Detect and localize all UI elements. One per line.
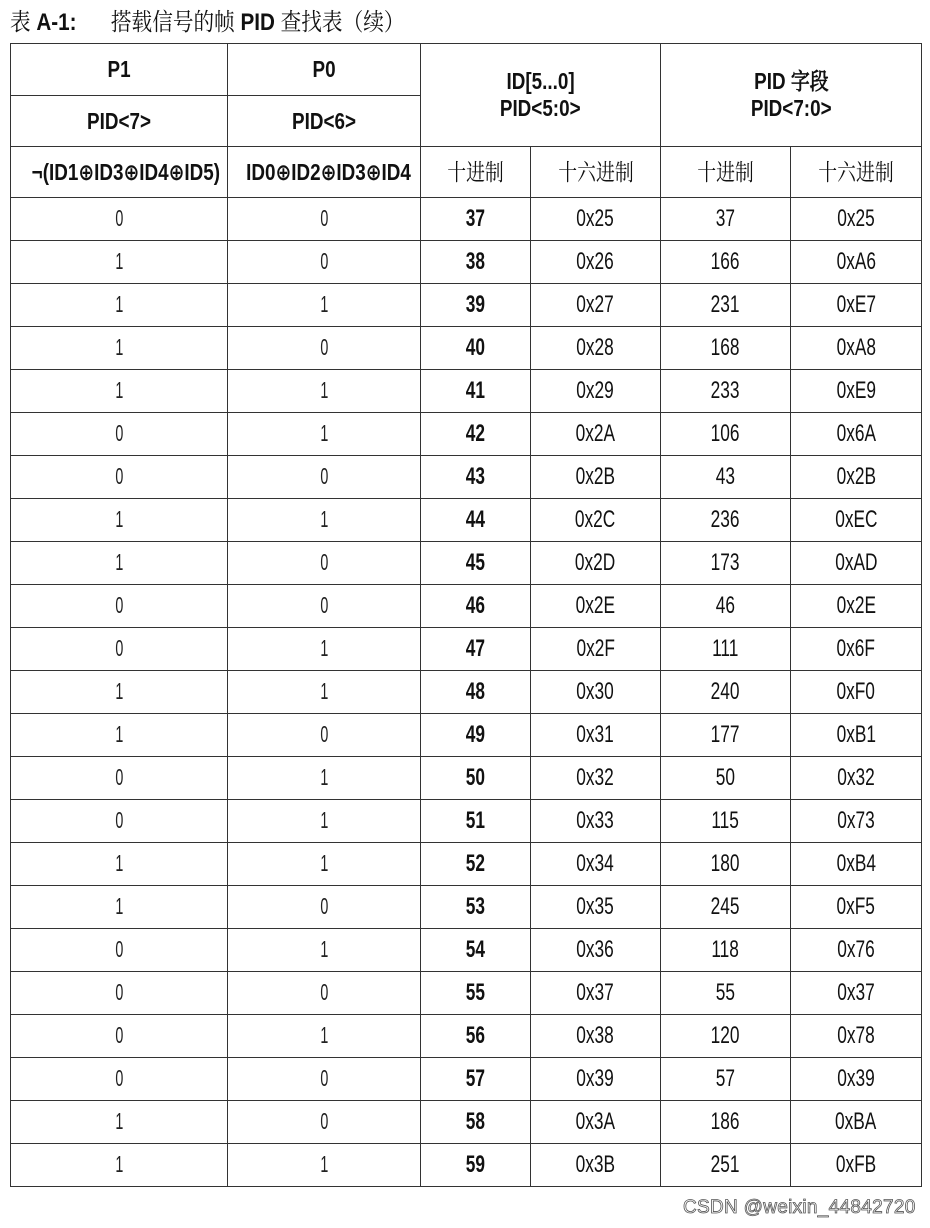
id-hex-cell: 0x28 bbox=[531, 327, 661, 370]
pid-decimal-cell: 240 bbox=[661, 671, 791, 714]
pid-decimal-cell: 120 bbox=[661, 1015, 791, 1058]
id-hex-cell: 0x38 bbox=[531, 1015, 661, 1058]
caption-title-part1: 搭载信号的帧 bbox=[110, 9, 235, 36]
header-pid-field-bits: PID<7:0> bbox=[750, 95, 832, 121]
pid-decimal-cell: 106 bbox=[661, 413, 791, 456]
caption-prefix: 表 bbox=[10, 9, 31, 36]
p1-cell: 1 bbox=[11, 370, 228, 413]
p0-cell: 1 bbox=[228, 671, 421, 714]
pid-decimal-cell: 168 bbox=[661, 327, 791, 370]
id-decimal-cell: 53 bbox=[421, 886, 531, 929]
id-decimal-cell: 40 bbox=[421, 327, 531, 370]
pid-hex-cell: 0xEC bbox=[791, 499, 922, 542]
p1-cell: 1 bbox=[11, 714, 228, 757]
id-hex-cell: 0x36 bbox=[531, 929, 661, 972]
pid-hex-cell: 0x73 bbox=[791, 800, 922, 843]
table-row bbox=[11, 370, 922, 413]
header-id-range bbox=[421, 44, 661, 147]
id-decimal-cell: 43 bbox=[421, 456, 531, 499]
header-p1-formula: ¬(ID1⊕ID3⊕ID4⊕ID5) bbox=[11, 147, 228, 198]
pid-hex-cell: 0xE7 bbox=[791, 284, 922, 327]
p0-cell: 1 bbox=[228, 284, 421, 327]
p0-cell: 1 bbox=[228, 628, 421, 671]
id-hex-cell: 0x37 bbox=[531, 972, 661, 1015]
id-decimal-cell: 49 bbox=[421, 714, 531, 757]
header-p0: P0 bbox=[228, 44, 421, 96]
id-decimal-cell: 47 bbox=[421, 628, 531, 671]
table-row bbox=[11, 671, 922, 714]
p0-cell: 1 bbox=[228, 757, 421, 800]
id-decimal-cell: 45 bbox=[421, 542, 531, 585]
id-decimal-cell: 54 bbox=[421, 929, 531, 972]
pid-hex-cell: 0x37 bbox=[791, 972, 922, 1015]
table-row bbox=[11, 198, 922, 241]
id-decimal-cell: 57 bbox=[421, 1058, 531, 1101]
p0-cell: 1 bbox=[228, 800, 421, 843]
id-decimal-cell: 58 bbox=[421, 1101, 531, 1144]
id-decimal-cell: 50 bbox=[421, 757, 531, 800]
header-p0-bit: PID<6> bbox=[228, 96, 421, 147]
id-hex-cell: 0x3A bbox=[531, 1101, 661, 1144]
pid-decimal-cell: 57 bbox=[661, 1058, 791, 1101]
pid-hex-cell: 0xA6 bbox=[791, 241, 922, 284]
p1-cell: 0 bbox=[11, 972, 228, 1015]
id-decimal-cell: 51 bbox=[421, 800, 531, 843]
table-row bbox=[11, 284, 922, 327]
table-row bbox=[11, 241, 922, 284]
pid-decimal-cell: 236 bbox=[661, 499, 791, 542]
table-row bbox=[11, 714, 922, 757]
pid-decimal-cell: 231 bbox=[661, 284, 791, 327]
table-row bbox=[11, 800, 922, 843]
watermark: CSDN @weixin_44842720 bbox=[683, 1197, 916, 1218]
header-p0-formula: ID0⊕ID2⊕ID3⊕ID4 bbox=[228, 147, 421, 198]
p1-cell: 1 bbox=[11, 671, 228, 714]
id-decimal-cell: 52 bbox=[421, 843, 531, 886]
table-row bbox=[11, 327, 922, 370]
p0-cell: 0 bbox=[228, 1058, 421, 1101]
p1-cell: 0 bbox=[11, 585, 228, 628]
pid-hex-cell: 0x25 bbox=[791, 198, 922, 241]
p0-cell: 1 bbox=[228, 843, 421, 886]
id-hex-cell: 0x31 bbox=[531, 714, 661, 757]
p0-cell: 0 bbox=[228, 1101, 421, 1144]
id-hex-cell: 0x34 bbox=[531, 843, 661, 886]
p0-cell: 0 bbox=[228, 456, 421, 499]
id-hex-cell: 0x26 bbox=[531, 241, 661, 284]
pid-decimal-cell: 180 bbox=[661, 843, 791, 886]
header-pid-field-label: PID 字段 bbox=[753, 68, 829, 94]
table-row bbox=[11, 628, 922, 671]
pid-hex-cell: 0x76 bbox=[791, 929, 922, 972]
p1-cell: 0 bbox=[11, 1058, 228, 1101]
header-id-hex: 十六进制 bbox=[531, 147, 661, 198]
p0-cell: 0 bbox=[228, 198, 421, 241]
id-hex-cell: 0x3B bbox=[531, 1144, 661, 1187]
pid-hex-cell: 0x78 bbox=[791, 1015, 922, 1058]
header-id-range-label: ID[5...0] bbox=[506, 68, 575, 94]
p1-cell: 0 bbox=[11, 413, 228, 456]
pid-hex-cell: 0x6A bbox=[791, 413, 922, 456]
table-row bbox=[11, 843, 922, 886]
pid-decimal-cell: 46 bbox=[661, 585, 791, 628]
header-pid-hex: 十六进制 bbox=[791, 147, 922, 198]
pid-hex-cell: 0xFB bbox=[791, 1144, 922, 1187]
pid-decimal-cell: 166 bbox=[661, 241, 791, 284]
header-pid-decimal: 十进制 bbox=[661, 147, 791, 198]
p1-cell: 0 bbox=[11, 198, 228, 241]
id-hex-cell: 0x27 bbox=[531, 284, 661, 327]
table-row bbox=[11, 886, 922, 929]
table-row bbox=[11, 413, 922, 456]
p1-cell: 1 bbox=[11, 327, 228, 370]
p1-cell: 1 bbox=[11, 1144, 228, 1187]
id-hex-cell: 0x2F bbox=[531, 628, 661, 671]
p0-cell: 1 bbox=[228, 929, 421, 972]
p0-cell: 0 bbox=[228, 886, 421, 929]
p0-cell: 0 bbox=[228, 327, 421, 370]
pid-decimal-cell: 111 bbox=[661, 628, 791, 671]
p0-cell: 1 bbox=[228, 1144, 421, 1187]
id-decimal-cell: 48 bbox=[421, 671, 531, 714]
p1-cell: 1 bbox=[11, 284, 228, 327]
pid-decimal-cell: 43 bbox=[661, 456, 791, 499]
p0-cell: 0 bbox=[228, 241, 421, 284]
id-hex-cell: 0x39 bbox=[531, 1058, 661, 1101]
id-decimal-cell: 41 bbox=[421, 370, 531, 413]
p1-cell: 0 bbox=[11, 929, 228, 972]
p0-cell: 1 bbox=[228, 413, 421, 456]
id-decimal-cell: 44 bbox=[421, 499, 531, 542]
p1-cell: 1 bbox=[11, 542, 228, 585]
pid-hex-cell: 0xBA bbox=[791, 1101, 922, 1144]
caption-number: A-1: bbox=[36, 9, 77, 36]
id-decimal-cell: 56 bbox=[421, 1015, 531, 1058]
id-decimal-cell: 38 bbox=[421, 241, 531, 284]
header-p1-bit: PID<7> bbox=[11, 96, 228, 147]
id-hex-cell: 0x2E bbox=[531, 585, 661, 628]
id-decimal-cell: 42 bbox=[421, 413, 531, 456]
pid-hex-cell: 0x39 bbox=[791, 1058, 922, 1101]
id-hex-cell: 0x32 bbox=[531, 757, 661, 800]
pid-hex-cell: 0xF5 bbox=[791, 886, 922, 929]
id-hex-cell: 0x25 bbox=[531, 198, 661, 241]
pid-hex-cell: 0xAD bbox=[791, 542, 922, 585]
pid-decimal-cell: 251 bbox=[661, 1144, 791, 1187]
id-hex-cell: 0x30 bbox=[531, 671, 661, 714]
pid-lookup-table bbox=[10, 43, 922, 1187]
caption-title-pid: PID bbox=[240, 9, 275, 36]
p0-cell: 0 bbox=[228, 542, 421, 585]
id-hex-cell: 0x33 bbox=[531, 800, 661, 843]
p1-cell: 1 bbox=[11, 843, 228, 886]
table-row bbox=[11, 1101, 922, 1144]
pid-hex-cell: 0x32 bbox=[791, 757, 922, 800]
table-row bbox=[11, 1058, 922, 1101]
header-p1: P1 bbox=[11, 44, 228, 96]
p1-cell: 0 bbox=[11, 757, 228, 800]
id-decimal-cell: 55 bbox=[421, 972, 531, 1015]
header-id-decimal: 十进制 bbox=[421, 147, 531, 198]
id-hex-cell: 0x35 bbox=[531, 886, 661, 929]
pid-hex-cell: 0xE9 bbox=[791, 370, 922, 413]
pid-hex-cell: 0xB1 bbox=[791, 714, 922, 757]
p1-cell: 1 bbox=[11, 886, 228, 929]
id-decimal-cell: 37 bbox=[421, 198, 531, 241]
pid-decimal-cell: 173 bbox=[661, 542, 791, 585]
p1-cell: 0 bbox=[11, 456, 228, 499]
p1-cell: 1 bbox=[11, 1101, 228, 1144]
pid-decimal-cell: 118 bbox=[661, 929, 791, 972]
pid-hex-cell: 0xB4 bbox=[791, 843, 922, 886]
table-row bbox=[11, 1015, 922, 1058]
p1-cell: 1 bbox=[11, 499, 228, 542]
caption-title-part2: 查找表（续） bbox=[280, 9, 405, 36]
p0-cell: 1 bbox=[228, 1015, 421, 1058]
pid-decimal-cell: 177 bbox=[661, 714, 791, 757]
p0-cell: 0 bbox=[228, 585, 421, 628]
p1-cell: 1 bbox=[11, 241, 228, 284]
pid-hex-cell: 0xA8 bbox=[791, 327, 922, 370]
table-row bbox=[11, 972, 922, 1015]
p0-cell: 0 bbox=[228, 714, 421, 757]
id-decimal-cell: 59 bbox=[421, 1144, 531, 1187]
pid-decimal-cell: 37 bbox=[661, 198, 791, 241]
table-row bbox=[11, 1144, 922, 1187]
id-decimal-cell: 46 bbox=[421, 585, 531, 628]
p1-cell: 0 bbox=[11, 628, 228, 671]
pid-hex-cell: 0x2E bbox=[791, 585, 922, 628]
p0-cell: 0 bbox=[228, 972, 421, 1015]
id-hex-cell: 0x2A bbox=[531, 413, 661, 456]
table-row bbox=[11, 542, 922, 585]
pid-hex-cell: 0x2B bbox=[791, 456, 922, 499]
id-decimal-cell: 39 bbox=[421, 284, 531, 327]
table-row bbox=[11, 585, 922, 628]
pid-decimal-cell: 245 bbox=[661, 886, 791, 929]
table-row bbox=[11, 757, 922, 800]
header-id-pid-bits: PID<5:0> bbox=[500, 95, 581, 121]
pid-decimal-cell: 55 bbox=[661, 972, 791, 1015]
p1-cell: 0 bbox=[11, 1015, 228, 1058]
header-pid-field bbox=[661, 44, 922, 147]
pid-decimal-cell: 233 bbox=[661, 370, 791, 413]
p0-cell: 1 bbox=[228, 370, 421, 413]
id-hex-cell: 0x2C bbox=[531, 499, 661, 542]
pid-hex-cell: 0x6F bbox=[791, 628, 922, 671]
pid-decimal-cell: 115 bbox=[661, 800, 791, 843]
pid-hex-cell: 0xF0 bbox=[791, 671, 922, 714]
table-body bbox=[11, 198, 922, 1187]
p0-cell: 1 bbox=[228, 499, 421, 542]
id-hex-cell: 0x2B bbox=[531, 456, 661, 499]
table-caption bbox=[10, 6, 404, 40]
pid-decimal-cell: 186 bbox=[661, 1101, 791, 1144]
table-row bbox=[11, 929, 922, 972]
id-hex-cell: 0x2D bbox=[531, 542, 661, 585]
id-hex-cell: 0x29 bbox=[531, 370, 661, 413]
table-row bbox=[11, 499, 922, 542]
p1-cell: 0 bbox=[11, 800, 228, 843]
pid-decimal-cell: 50 bbox=[661, 757, 791, 800]
table-row bbox=[11, 456, 922, 499]
